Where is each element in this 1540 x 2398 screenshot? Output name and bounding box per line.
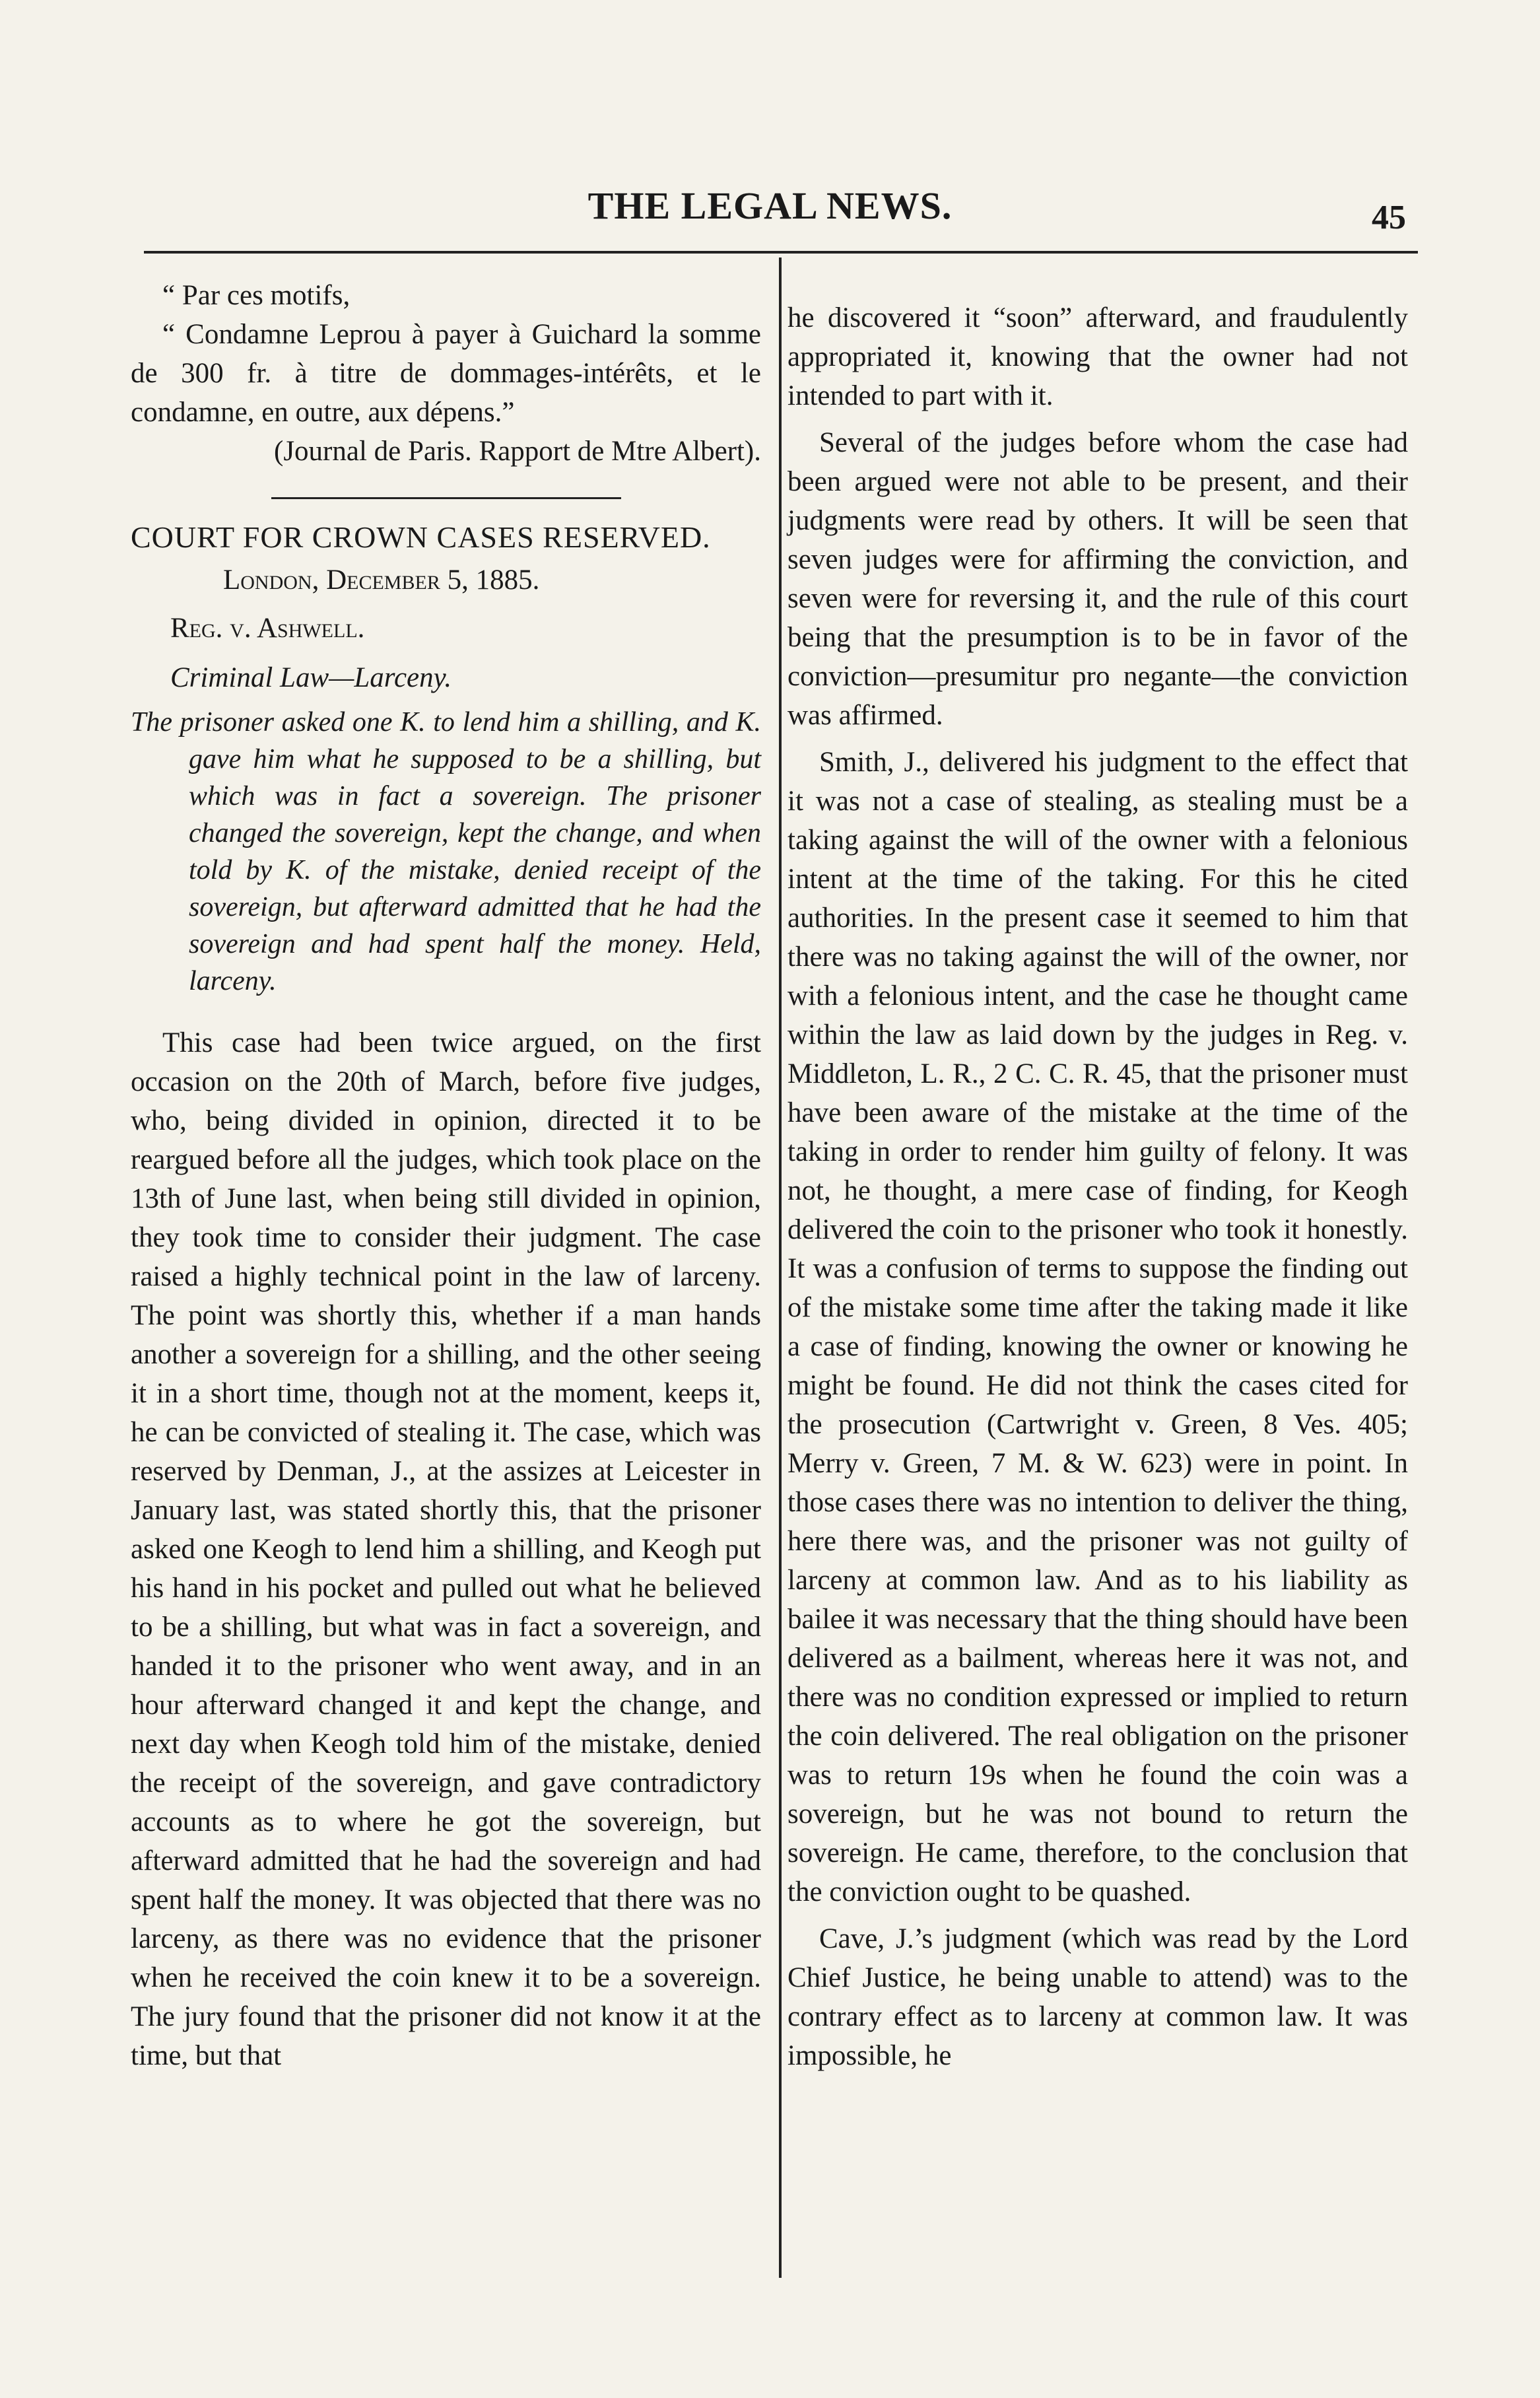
section-divider: [271, 497, 621, 499]
judgment-condemnation: “ Condamne Leprou à payer à Guichard la somme de 300 fr. à titre de dommages-intérêts, et le condamne, en outre, aux dépens.”: [131, 319, 761, 428]
column-divider: [779, 257, 782, 2278]
case-subject: Criminal Law—Larceny.: [170, 662, 452, 693]
smith-judgment-paragraph: Smith, J., delivered his judgment to the effect that it was not a case of stealing, as stealing must be a taking against the will of the owner with a felonious intent at the time of the taking. For this he cited authorities. In the present case it seemed to him that there was no taking against the will of the owner, nor with a felonious intent, and the case he thought came within the law as laid down by the judges in Reg. v. Middleton, L. R., 2 C. C. R. 45, that the prisoner must have been aware of the mistake at the time of the taking in order to render him guilty of felony. It was not, he thought, a mere case of finding, for Keogh delivered the coin to the prisoner who took it honestly. It was a confusion of terms to suppose the finding out of the mistake some time after the taking made it like a case of finding, knowing the owner or knowing he might be found. He did not think the cases cited for the prosecution (Cartwright v. Green, 8 Ves. 405; Merry v. Green, 7 M. & W. 623) were in point. In those cases there was no intention to deliver the thing, here there was, and the prisoner was not guilty of larceny at common law. And as to his liability as bailee it was necessary that the thing should have been delivered as a bailment, whereas here it was not, and there was no condition expressed or implied to return the coin delivered. The real obligation on the prisoner was to return 19s when he found the coin was a sovereign, but he was not bound to return the sovereign. He came, therefore, to the conclusion that the conviction ought to be quashed.: [787, 747, 1408, 1907]
cave-judgment-paragraph: Cave, J.’s judgment (which was read by the Lord Chief Justice, he being unable to attend) was to the contrary effect as to larceny at common law. It was impossible, he: [787, 1923, 1408, 2071]
case-statement: This case had been twice argued, on the first occasion on the 20th of March, before five judges, who, being divided in opinion, directed it to be reargued before all the judges, which took place on the 13th of June last, when being still divided in opinion, they took time to consider their judgment. The case raised a highly technical point in the law of larceny. The point was shortly this, whether if a man hands another a sovereign for a shilling, and the other seeing it in a short time, though not at the moment, keeps it, he can be convicted of stealing it. The case, which was reserved by Denman, J., at the assizes at Leicester in January last, was stated shortly this, that the prisoner asked one Keogh to lend him a shilling, and Keogh put his hand in his pocket and pulled out what he believed to be a shilling, but what was in fact a sovereign, and handed it to the prisoner who went away, and in an hour afterward changed it and kept the change, and next day when Keogh told him of the mistake, denied the receipt of the sovereign, and gave contradictory accounts as to where he got the sovereign, but afterward admitted that he had the sovereign and had spent half the money. It was objected that there was no larceny, as there was no evidence that the prisoner when he received the coin knew it to be a sovereign. The jury found that the prisoner did not know it at the time, but that: [131, 1027, 761, 2071]
headnote: The prisoner asked one K. to lend him a shilling, and K. gave him what he supposed to be a shilling, but which was in fact a sovereign. The prisoner changed the sovereign, kept the change, and when told by K. of the mistake, denied receipt of the sovereign, but afterward admitted that he had the sovereign and had spent half the money. Held, larceny.: [131, 707, 761, 996]
right-column: [787, 298, 1408, 2075]
page-number: 45: [1372, 199, 1406, 236]
source-citation: (Journal de Paris. Rapport de Mtre Albert).: [274, 436, 761, 467]
judgment-motifs-line: “ Par ces motifs,: [162, 280, 351, 311]
court-heading: COURT FOR CROWN CASES RESERVED.: [131, 520, 711, 554]
dateline: London, December 5, 1885.: [223, 565, 540, 596]
running-head-title: THE LEGAL NEWS.: [587, 184, 953, 227]
header-rule: [144, 251, 1418, 254]
case-name: Reg. v. Ashwell.: [170, 613, 365, 644]
left-column: [131, 276, 761, 2075]
judges-paragraph: Several of the judges before whom the case had been argued were not able to be present, and their judgments were read by others. It will be seen that seven judges were for affirming the conviction, and seven were for reversing it, and the rule of this court being that the presumption is to be in favor of the conviction—presumitur pro negante—the conviction was affirmed.: [787, 427, 1408, 731]
continuation-paragraph: he discovered it “soon” afterward, and fraudulently appropriated it, knowing that the owner had not intended to part with it.: [787, 302, 1408, 411]
